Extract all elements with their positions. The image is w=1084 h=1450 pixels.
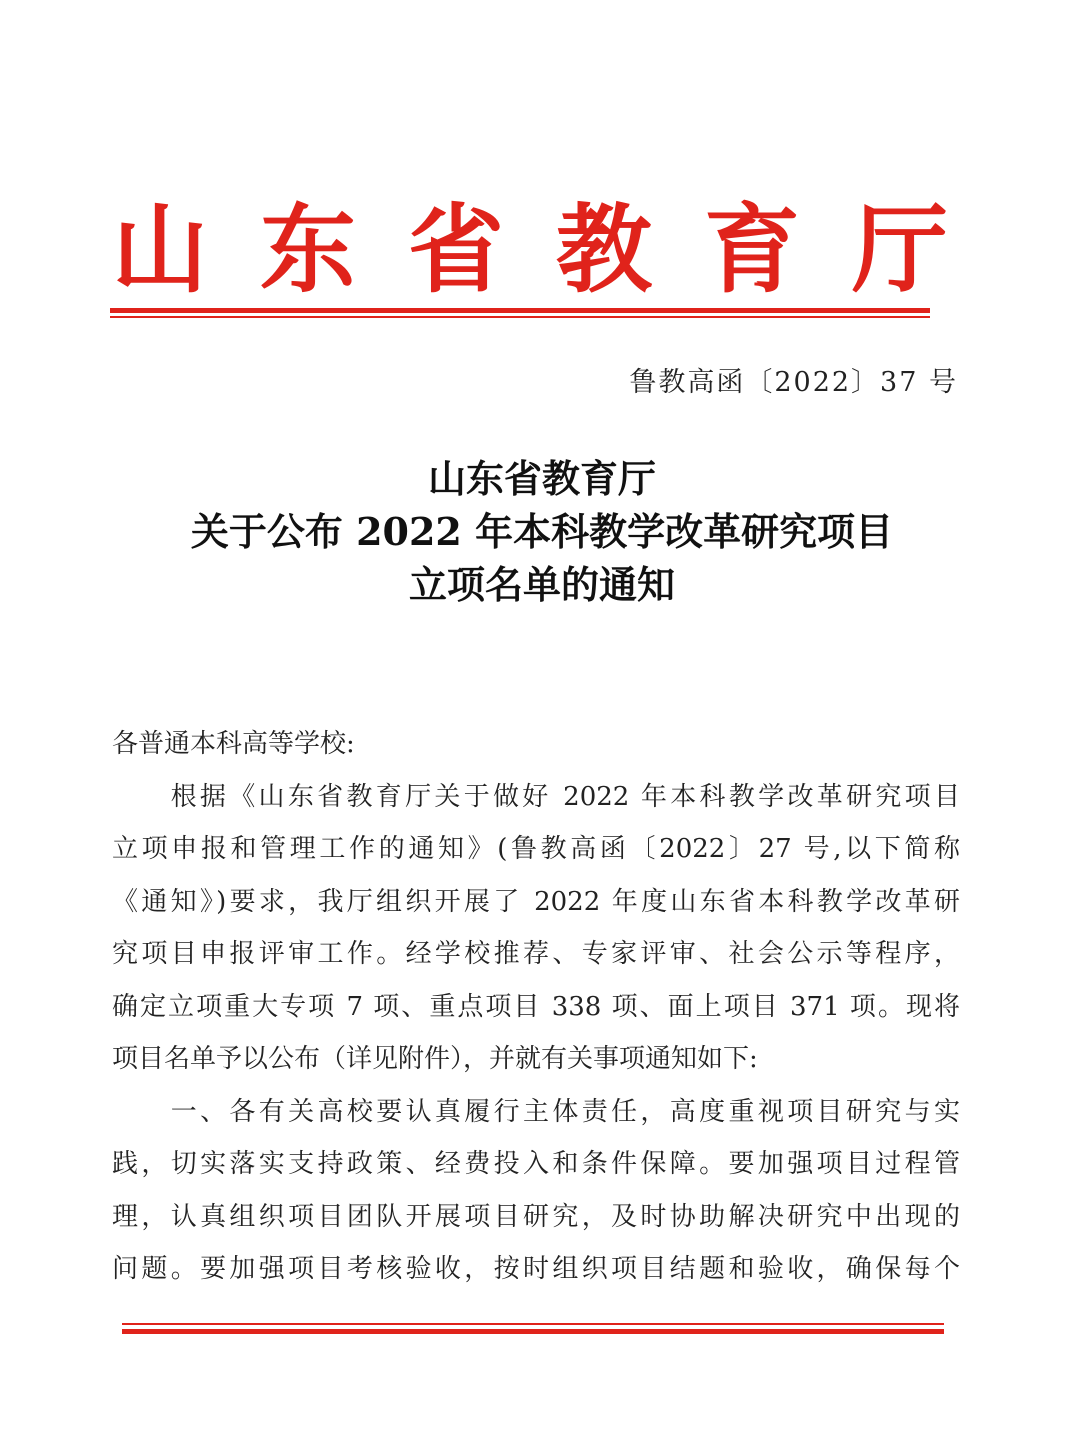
body-line: 项目名单予以公布（详见附件），并就有关事项通知如下: xyxy=(112,1044,758,1074)
masthead-char: 教 xyxy=(556,194,652,306)
body-line: 究项目申报评审工作。经学校推荐、专家评审、社会公示等程序， xyxy=(112,939,960,969)
body-line: 根据《山东省教育厅关于做好 2022 年本科教学改革研究项目 xyxy=(112,781,960,812)
document-number: 鲁教高函〔2022〕37 号 xyxy=(629,367,958,398)
masthead-char: 东 xyxy=(260,194,356,306)
body-line: 践，切实落实支持政策、经费投入和条件保障。要加强项目过程管 xyxy=(112,1149,960,1179)
body-line: 立项申报和管理工作的通知》(鲁教高函〔2022〕27 号,以下简称 xyxy=(112,834,960,864)
title-line: 立项名单的通知 xyxy=(408,562,675,607)
masthead-char: 厅 xyxy=(852,194,948,306)
footer-rule-thin xyxy=(122,1323,944,1325)
masthead-char: 省 xyxy=(408,194,504,306)
masthead-rule-thick xyxy=(110,308,930,313)
masthead-org-name xyxy=(112,195,948,305)
masthead-char: 育 xyxy=(704,194,800,306)
body-line: 一、各有关高校要认真履行主体责任，高度重视项目研究与实 xyxy=(112,1096,960,1127)
notice-title xyxy=(0,452,1084,611)
body-line: 确定立项重大专项 7 项、重点项目 338 项、面上项目 371 项。现将 xyxy=(112,991,960,1022)
notice-body xyxy=(112,718,960,1296)
masthead-rule-thin xyxy=(110,316,930,318)
body-line: 理，认真组织项目团队开展项目研究，及时协助解决研究中出现的 xyxy=(112,1201,960,1232)
masthead-char: 山 xyxy=(112,194,208,306)
title-line: 山东省教育厅 xyxy=(427,456,656,501)
body-line: 《通知》)要求，我厅组织开展了 2022 年度山东省本科教学改革研 xyxy=(112,886,960,917)
body-line: 问题。要加强项目考核验收，按时组织项目结题和验收，确保每个 xyxy=(112,1254,960,1284)
footer-rule-thick xyxy=(122,1329,944,1334)
title-line: 关于公布 2022 年本科教学改革研究项目 xyxy=(190,509,894,554)
salutation: 各普通本科高等学校: xyxy=(112,729,355,759)
